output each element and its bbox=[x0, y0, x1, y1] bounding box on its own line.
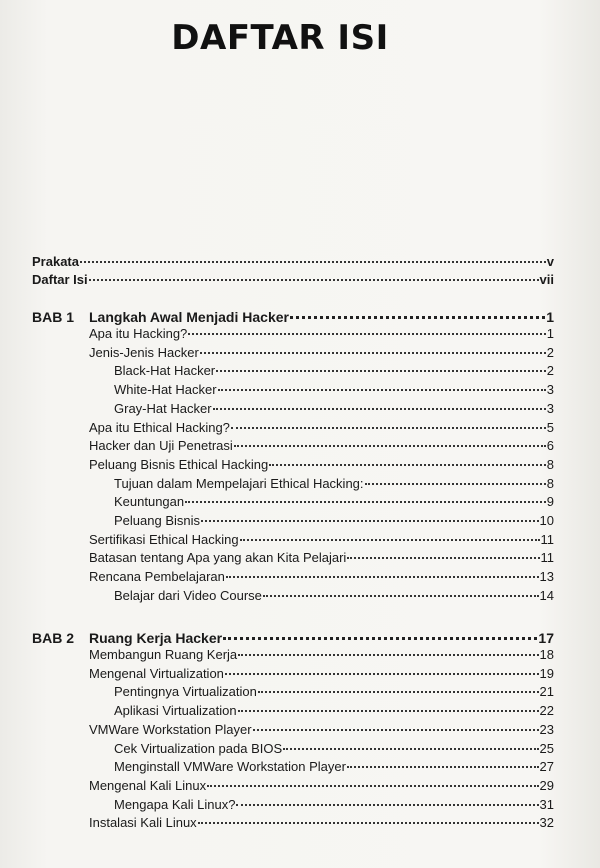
entry-label: White-Hat Hacker bbox=[114, 382, 217, 397]
page-number: 5 bbox=[546, 420, 554, 435]
entry-label: Mengenal Virtualization bbox=[89, 666, 224, 681]
page-number: 13 bbox=[539, 569, 554, 584]
page-number: 19 bbox=[539, 666, 554, 681]
dot-leader bbox=[213, 408, 546, 410]
toc-entry[interactable] bbox=[89, 569, 554, 585]
dot-leader bbox=[258, 691, 539, 693]
dot-leader bbox=[347, 557, 539, 559]
dot-leader bbox=[347, 766, 539, 768]
dot-leader bbox=[290, 316, 545, 319]
toc-chapter-heading[interactable] bbox=[89, 630, 554, 646]
dot-leader bbox=[80, 261, 546, 263]
toc-entry[interactable] bbox=[114, 382, 554, 398]
page-title: DAFTAR ISI bbox=[171, 18, 389, 58]
page-number: 23 bbox=[539, 722, 554, 737]
toc-entry[interactable] bbox=[89, 722, 554, 738]
entry-label: Jenis-Jenis Hacker bbox=[89, 345, 199, 360]
page-number: 32 bbox=[539, 815, 554, 830]
entry-label: Tujuan dalam Mempelajari Ethical Hacking: bbox=[114, 476, 364, 491]
page-number: v bbox=[546, 254, 554, 269]
page-number: 8 bbox=[546, 476, 554, 491]
entry-label: Mengapa Kali Linux? bbox=[114, 797, 236, 812]
dot-leader bbox=[225, 673, 539, 675]
toc-entry[interactable] bbox=[89, 647, 554, 663]
toc-entry[interactable] bbox=[114, 588, 554, 604]
toc-entry[interactable] bbox=[114, 741, 554, 757]
toc-entry[interactable] bbox=[114, 684, 554, 700]
entry-label: Prakata bbox=[32, 254, 79, 269]
entry-label: Aplikasi Virtualization bbox=[114, 703, 237, 718]
entry-label: Sertifikasi Ethical Hacking bbox=[89, 532, 239, 547]
entry-label: Pentingnya Virtualization bbox=[114, 684, 257, 699]
entry-label: Hacker dan Uji Penetrasi bbox=[89, 438, 233, 453]
toc-entry[interactable] bbox=[89, 438, 554, 454]
dot-leader bbox=[253, 729, 539, 731]
dot-leader bbox=[201, 520, 539, 522]
page-number: 8 bbox=[546, 457, 554, 472]
entry-label: Peluang Bisnis bbox=[114, 513, 200, 528]
dot-leader bbox=[238, 654, 538, 656]
toc-entry[interactable] bbox=[89, 326, 554, 342]
dot-leader bbox=[188, 333, 545, 335]
entry-label: Apa itu Ethical Hacking? bbox=[89, 420, 230, 435]
page-number: 2 bbox=[546, 363, 554, 378]
page-number: 3 bbox=[546, 382, 554, 397]
entry-label: Belajar dari Video Course bbox=[114, 588, 262, 603]
page-number: 18 bbox=[539, 647, 554, 662]
toc-entry[interactable] bbox=[89, 550, 554, 566]
chapter-number: BAB 1 bbox=[32, 309, 75, 325]
dot-leader bbox=[223, 637, 537, 640]
dot-leader bbox=[240, 539, 540, 541]
dot-leader bbox=[231, 427, 546, 429]
entry-label: Langkah Awal Menjadi Hacker bbox=[89, 309, 289, 325]
dot-leader bbox=[198, 822, 539, 824]
toc-entry-front[interactable] bbox=[32, 254, 554, 270]
page-number: 11 bbox=[540, 550, 554, 565]
page-number: 17 bbox=[538, 630, 554, 646]
toc-entry[interactable] bbox=[114, 476, 554, 492]
entry-label: Menginstall VMWare Workstation Player bbox=[114, 759, 346, 774]
toc-entry[interactable] bbox=[89, 420, 554, 436]
dot-leader bbox=[283, 748, 538, 750]
toc-chapter-heading[interactable] bbox=[89, 309, 554, 325]
page-number: 1 bbox=[546, 326, 554, 341]
dot-leader bbox=[200, 352, 546, 354]
page-number: 14 bbox=[539, 588, 554, 603]
entry-label: Mengenal Kali Linux bbox=[89, 778, 207, 793]
toc-entry[interactable] bbox=[114, 703, 554, 719]
page-number: 3 bbox=[546, 401, 554, 416]
page-number: 1 bbox=[546, 309, 554, 325]
dot-leader bbox=[226, 576, 539, 578]
entry-label: Cek Virtualization pada BIOS bbox=[114, 741, 283, 756]
page-number: 29 bbox=[539, 778, 554, 793]
toc-entry[interactable] bbox=[89, 345, 554, 361]
dot-leader bbox=[234, 445, 546, 447]
entry-label: Peluang Bisnis Ethical Hacking bbox=[89, 457, 269, 472]
page-number: 2 bbox=[546, 345, 554, 360]
dot-leader bbox=[365, 483, 546, 485]
page-number: 11 bbox=[540, 532, 554, 547]
page-number: 9 bbox=[546, 494, 554, 509]
page-number: 27 bbox=[539, 759, 554, 774]
page-number: 21 bbox=[539, 684, 554, 699]
entry-label: Rencana Pembelajaran bbox=[89, 569, 225, 584]
entry-label: Ruang Kerja Hacker bbox=[89, 630, 223, 646]
toc-entry[interactable] bbox=[89, 815, 554, 831]
dot-leader bbox=[207, 785, 538, 787]
entry-label: Instalasi Kali Linux bbox=[89, 815, 197, 830]
toc-entry[interactable] bbox=[114, 797, 554, 813]
dot-leader bbox=[89, 279, 539, 281]
entry-label: Gray-Hat Hacker bbox=[114, 401, 212, 416]
dot-leader bbox=[218, 389, 546, 391]
entry-label: Batasan tentang Apa yang akan Kita Pelajari bbox=[89, 550, 347, 565]
page-number: 22 bbox=[539, 703, 554, 718]
entry-label: Apa itu Hacking? bbox=[89, 326, 188, 341]
entry-label: Daftar Isi bbox=[32, 272, 88, 287]
dot-leader bbox=[216, 370, 546, 372]
toc-entry[interactable] bbox=[114, 494, 554, 510]
dot-leader bbox=[236, 804, 538, 806]
toc-entry[interactable] bbox=[89, 532, 554, 548]
chapter-number: BAB 2 bbox=[32, 630, 75, 646]
dot-leader bbox=[185, 501, 546, 503]
toc-entry[interactable] bbox=[114, 513, 554, 529]
toc-entry[interactable] bbox=[114, 401, 554, 417]
page-number: 10 bbox=[539, 513, 554, 528]
dot-leader bbox=[263, 595, 539, 597]
entry-label: VMWare Workstation Player bbox=[89, 722, 252, 737]
entry-label: Membangun Ruang Kerja bbox=[89, 647, 238, 662]
page-number: 6 bbox=[546, 438, 554, 453]
entry-label: Black-Hat Hacker bbox=[114, 363, 216, 378]
toc-entry[interactable] bbox=[114, 759, 554, 775]
dot-leader bbox=[269, 464, 546, 466]
toc-entry-front[interactable] bbox=[32, 272, 554, 288]
toc-entry[interactable] bbox=[89, 666, 554, 682]
entry-label: Keuntungan bbox=[114, 494, 185, 509]
toc-entry[interactable] bbox=[89, 457, 554, 473]
toc-entry[interactable] bbox=[89, 778, 554, 794]
page-number: vii bbox=[539, 272, 554, 287]
page-number: 25 bbox=[539, 741, 554, 756]
dot-leader bbox=[238, 710, 539, 712]
toc-entry[interactable] bbox=[114, 363, 554, 379]
page-number: 31 bbox=[539, 797, 554, 812]
